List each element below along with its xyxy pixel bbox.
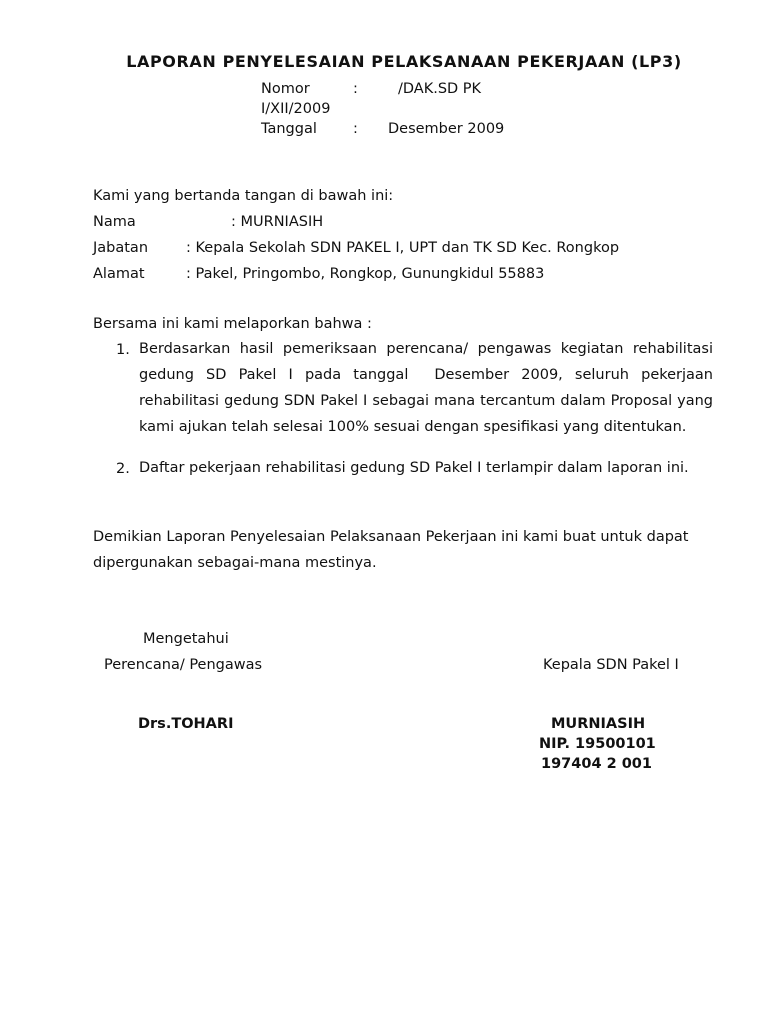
nama-value: : MURNIASIH bbox=[231, 214, 324, 230]
right-signatory-name: MURNIASIH bbox=[551, 716, 646, 732]
left-signatory-name: Drs.TOHARI bbox=[138, 716, 234, 732]
nama-label: Nama bbox=[93, 214, 136, 230]
report-intro: Bersama ini kami melaporkan bahwa : bbox=[93, 316, 372, 332]
alamat-label: Alamat bbox=[93, 266, 145, 282]
acknowledged-label: Mengetahui bbox=[143, 631, 229, 647]
list-item-number: 1. bbox=[116, 342, 130, 358]
jabatan-label: Jabatan bbox=[93, 240, 149, 256]
closing-text: Demikian Laporan Penyelesaian Pelaksanaan Pekerjaan ini kami buat untuk dapat dipergunakan sebagai-mana mestinya. bbox=[93, 529, 689, 571]
jabatan-value: : Kepala Sekolah SDN PAKEL I, UPT dan TK SD Kec. Rongkop bbox=[186, 240, 620, 256]
tanggal-label: Tanggal bbox=[261, 121, 317, 137]
list-item-text: Berdasarkan hasil pemeriksaan perencana/ pengawas kegiatan rehabilitasi gedung SD Pakel I pada tanggal bbox=[139, 341, 713, 383]
list-item-number: 2. bbox=[116, 461, 130, 477]
alamat-value: : Pakel, Pringombo, Rongkop, Gunungkidul 55883 bbox=[186, 266, 545, 282]
nomor-value-continued: I/XII/2009 bbox=[261, 101, 331, 117]
list-item bbox=[139, 455, 713, 481]
left-signatory-role: Perencana/ Pengawas bbox=[104, 657, 263, 673]
document-title: LAPORAN PENYELESAIAN PELAKSANAAN PEKERJAAN (LP3) bbox=[126, 52, 682, 71]
tanggal-value: Desember 2009 bbox=[388, 121, 505, 137]
nomor-separator: : bbox=[353, 81, 358, 97]
list-item-text-continued: Desember 2009, seluruh pekerjaan rehabilitasi gedung SDN Pakel I sebagai mana tercantum dalam Proposal yang kami ajukan telah selesai 100% sesuai dengan spesifikasi yang ditentukan. bbox=[139, 367, 713, 435]
right-signatory-nip-continued: 197404 2 001 bbox=[541, 756, 652, 772]
right-signatory-nip: NIP. 19500101 bbox=[539, 736, 656, 752]
intro-text: Kami yang bertanda tangan di bawah ini: bbox=[93, 188, 394, 204]
list-item bbox=[139, 336, 713, 440]
tanggal-separator: : bbox=[353, 121, 358, 137]
list-item-text: Daftar pekerjaan rehabilitasi gedung SD Pakel I terlampir dalam laporan ini. bbox=[139, 460, 689, 476]
right-signatory-role: Kepala SDN Pakel I bbox=[543, 657, 679, 673]
nomor-label: Nomor bbox=[261, 81, 310, 97]
nomor-value: /DAK.SD PK bbox=[398, 81, 482, 97]
